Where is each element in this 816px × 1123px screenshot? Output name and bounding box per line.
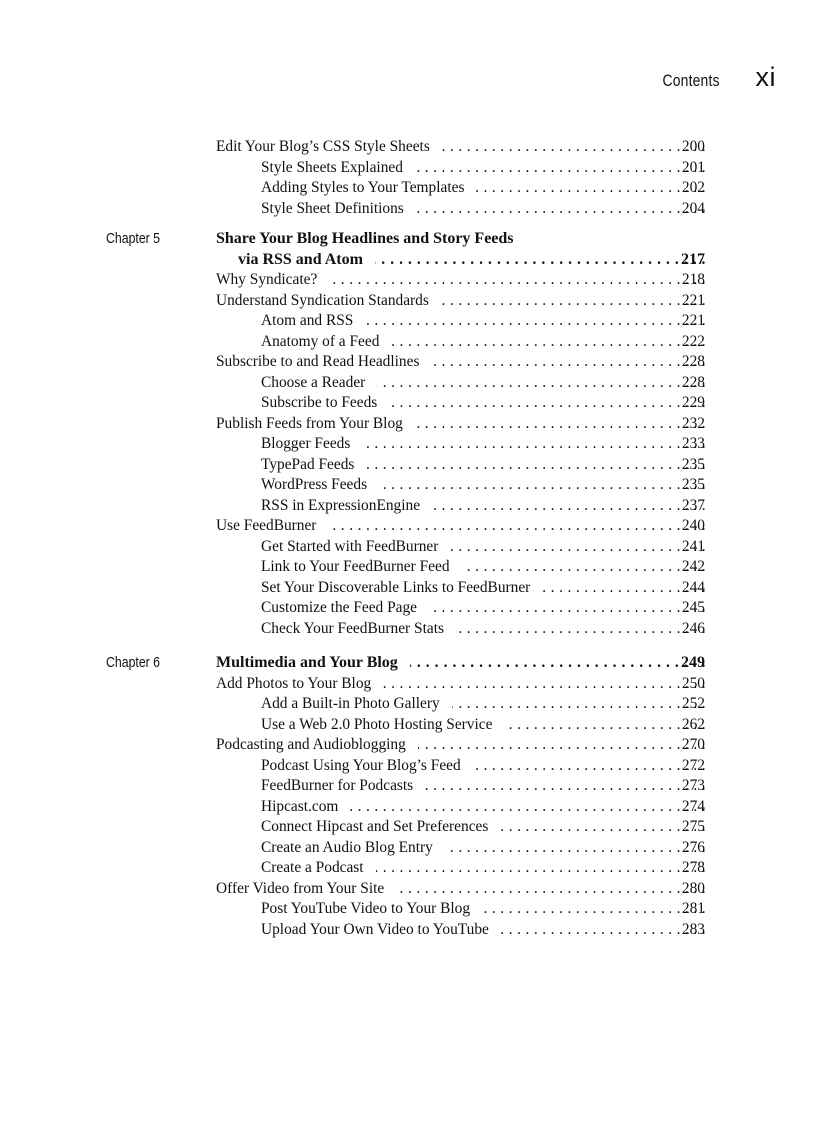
toc-entry[interactable] <box>0 475 816 496</box>
toc-entry-title: Create a Podcast <box>261 858 376 879</box>
toc-entry-title: Create an Audio Blog Entry <box>261 838 445 859</box>
toc-entry-page: 262 <box>681 715 705 733</box>
toc-entry[interactable] <box>0 311 816 332</box>
toc-entry[interactable] <box>0 879 816 900</box>
toc-entry-title: Upload Your Own Video to YouTube <box>261 920 501 941</box>
toc-entry[interactable] <box>0 496 816 517</box>
toc-entry-page: 202 <box>681 179 705 196</box>
toc-entry[interactable] <box>0 291 816 312</box>
intro-entries <box>0 137 816 219</box>
chapter-title: Multimedia and Your Blog <box>216 653 410 674</box>
toc-entry-page: 221 <box>681 291 705 309</box>
toc-entry-page: 235 <box>681 455 705 473</box>
toc-entry-page: 283 <box>681 920 705 938</box>
running-head <box>476 62 776 98</box>
toc-entry-title: WordPress Feeds <box>261 475 379 496</box>
chapter-page: 249 <box>681 654 705 671</box>
toc-entry[interactable] <box>0 674 816 695</box>
toc-entry[interactable] <box>0 158 816 179</box>
toc-entry-page: 218 <box>681 271 705 288</box>
toc-entry[interactable] <box>0 434 816 455</box>
toc-entry[interactable] <box>0 373 816 394</box>
toc-entry-page: 275 <box>681 818 705 835</box>
toc-entry-title: RSS in ExpressionEngine <box>261 496 432 517</box>
toc-entry[interactable] <box>0 694 816 715</box>
chapter-title-continued: via RSS and Atom <box>238 250 375 271</box>
toc-entry[interactable] <box>0 817 816 838</box>
toc-entry-title: Publish Feeds from Your Blog <box>216 414 415 435</box>
toc-entry[interactable] <box>0 578 816 599</box>
toc-entry-title: TypePad Feeds <box>261 455 366 476</box>
toc-entry-page: 237 <box>681 496 705 514</box>
toc-entry-page: 228 <box>681 373 705 391</box>
toc-entry[interactable] <box>0 537 816 558</box>
toc-entry[interactable] <box>0 858 816 879</box>
toc-entry[interactable] <box>0 199 816 220</box>
toc-entry-title: Podcasting and Audioblogging <box>216 735 418 756</box>
toc-entry-page: 221 <box>681 312 705 329</box>
chapter-6-block <box>0 653 816 940</box>
toc-entry-title: Choose a Reader <box>261 373 377 394</box>
toc-entry[interactable] <box>0 332 816 353</box>
toc-entry-page: 246 <box>681 619 705 637</box>
toc-entry-page: 201 <box>681 158 705 176</box>
toc-entry-title: Style Sheets Explained <box>261 158 415 179</box>
toc-entry-page: 274 <box>681 797 705 815</box>
toc-entry-title: Why Syndicate? <box>216 270 329 291</box>
toc-entry[interactable] <box>0 516 816 537</box>
toc-entry-page: 273 <box>681 777 705 794</box>
toc-entry-page: 280 <box>681 879 705 897</box>
toc-entry[interactable] <box>0 178 816 199</box>
toc-entry-page: 278 <box>681 859 705 876</box>
toc-entry-title: Add Photos to Your Blog <box>216 674 383 695</box>
toc-entry-title: Subscribe to Feeds <box>261 393 389 414</box>
toc-entry-title: Use FeedBurner <box>216 516 328 537</box>
toc-entry[interactable] <box>0 598 816 619</box>
toc-entry-title: Edit Your Blog’s CSS Style Sheets <box>216 137 442 158</box>
chapter-label: Chapter 5 <box>106 230 161 247</box>
chapter-title[interactable]: Share Your Blog Headlines and Story Feeds <box>216 230 514 247</box>
toc-entry[interactable] <box>0 455 816 476</box>
toc-entry-page: 281 <box>681 900 705 917</box>
toc-entry-page: 250 <box>681 674 705 692</box>
toc-entry-page: 204 <box>681 199 705 217</box>
chapter-6-entries <box>0 674 816 941</box>
running-head-section: Contents <box>662 71 720 90</box>
toc-entry-page: 240 <box>681 517 705 534</box>
toc-entry-title: Check Your FeedBurner Stats <box>261 619 456 640</box>
toc-entry[interactable] <box>0 776 816 797</box>
toc-entry-page: 241 <box>681 537 705 555</box>
toc-entry[interactable] <box>0 557 816 578</box>
chapter-page: 217 <box>681 250 705 268</box>
toc-entry[interactable] <box>0 352 816 373</box>
toc-entry-page: 270 <box>681 736 705 753</box>
toc-entry-page: 229 <box>681 394 705 411</box>
toc-entry[interactable] <box>0 797 816 818</box>
chapter-5-block <box>0 229 816 639</box>
page-number: xi <box>755 62 776 92</box>
toc-entry-page: 272 <box>681 756 705 774</box>
toc-entry-title: Use a Web 2.0 Photo Hosting Service <box>261 715 504 736</box>
toc-entry-title: Adding Styles to Your Templates <box>261 178 476 199</box>
toc-entry[interactable] <box>0 393 816 414</box>
toc-entry[interactable] <box>0 619 816 640</box>
toc-entry-page: 222 <box>681 332 705 350</box>
toc-entry-title: Podcast Using Your Blog’s Feed <box>261 756 473 777</box>
toc-entry-title: Set Your Discoverable Links to FeedBurner <box>261 578 542 599</box>
toc-entry[interactable] <box>0 756 816 777</box>
toc-entry[interactable] <box>0 920 816 941</box>
toc-entry-title: Offer Video from Your Site <box>216 879 396 900</box>
chapter-5-entries <box>0 270 816 639</box>
toc-entry-page: 242 <box>681 558 705 575</box>
toc-entry-title: Anatomy of a Feed <box>261 332 391 353</box>
toc-entry-title: Connect Hipcast and Set Preferences <box>261 817 500 838</box>
toc-entry-title: Atom and RSS <box>261 311 365 332</box>
toc-entry-title: Understand Syndication Standards <box>216 291 441 312</box>
toc-entry-page: 200 <box>681 138 705 155</box>
toc-entry[interactable] <box>0 838 816 859</box>
toc-entry-title: FeedBurner for Podcasts <box>261 776 425 797</box>
toc-entry[interactable] <box>0 137 816 158</box>
toc-entry-title: Blogger Feeds <box>261 434 362 455</box>
toc-entry[interactable] <box>0 715 816 736</box>
toc-entry-page: 245 <box>681 599 705 616</box>
toc-entry-title: Get Started with FeedBurner <box>261 537 450 558</box>
toc-entry-title: Customize the Feed Page <box>261 598 429 619</box>
chapter-label: Chapter 6 <box>106 654 161 671</box>
toc-entry-title: Post YouTube Video to Your Blog <box>261 899 482 920</box>
toc-entry-page: 232 <box>681 414 705 432</box>
toc-entry-chapter-title[interactable] <box>0 250 816 271</box>
toc-entry-page: 252 <box>681 695 705 712</box>
toc-entry[interactable] <box>0 270 816 291</box>
toc-entry-page: 235 <box>681 476 705 493</box>
toc-entry[interactable] <box>0 735 816 756</box>
toc-entry-title: Add a Built-in Photo Gallery <box>261 694 452 715</box>
chapter-title-line <box>0 229 816 250</box>
toc-entry[interactable] <box>0 414 816 435</box>
toc-entry-title: Hipcast.com <box>261 797 350 818</box>
toc-entry-page: 233 <box>681 435 705 452</box>
toc-entry-page: 276 <box>681 838 705 856</box>
toc-entry-title: Subscribe to and Read Headlines <box>216 352 431 373</box>
toc-entry[interactable] <box>0 899 816 920</box>
table-of-contents <box>0 137 816 940</box>
toc-entry-chapter-title[interactable] <box>0 653 816 674</box>
toc-entry-page: 228 <box>681 353 705 370</box>
toc-entry-title: Style Sheet Definitions <box>261 199 416 220</box>
toc-entry-title: Link to Your FeedBurner Feed <box>261 557 462 578</box>
toc-entry-page: 244 <box>681 578 705 596</box>
